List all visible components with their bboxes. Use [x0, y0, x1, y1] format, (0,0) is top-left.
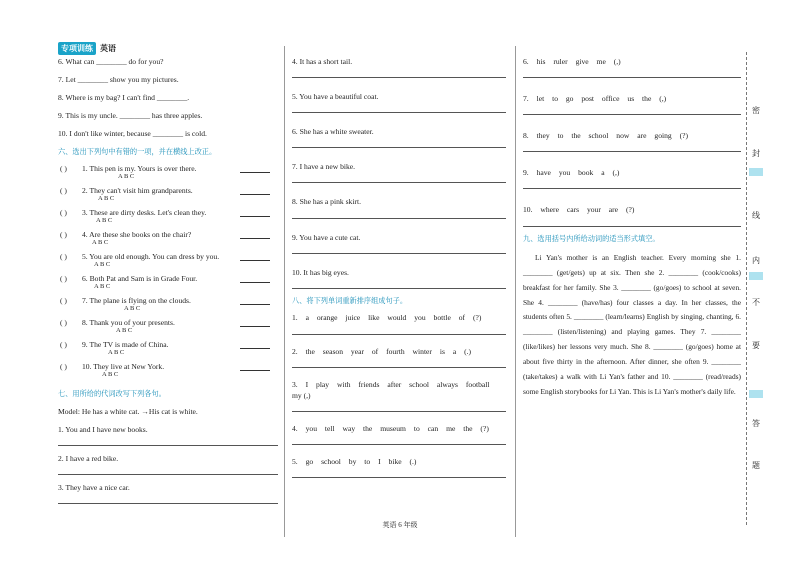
seal-char: 内	[752, 256, 760, 265]
passage: Li Yan's mother is an English teacher. Every morning she 1. ________ (get/gets) up at six. Then she 2. ________ (cook/cooks) breakfast for her family. She 3. ________ (go/goes) to school at seven. She 4. ________ (have/has) four classes a day. In her classes, the students often 5. ________ (learn/learns) English by singing, chanting, 6. ________ (listen/listening) and playing games. They 7. ________ (like/likes) her lessons very much. She 8. ________ (go/goes) home at about five thirty in the afternoon. After dinner, she often 9. ________ (take/takes) a walk with Li Yan's father and 10. ________ (read/reads) some English storybooks for Li Yan. This is Li Yan's mother's daily life.	[523, 253, 741, 396]
rewrite-question: 4. It has a short tail.	[292, 57, 353, 66]
rewrite-question: 2. I have a red bike.	[58, 454, 119, 464]
mc-question: ( ) 10. They live at New York. A B C	[58, 362, 278, 384]
seal-marker	[749, 272, 763, 280]
column-1	[58, 57, 278, 512]
answer-line[interactable]	[240, 348, 270, 349]
answer-line[interactable]	[292, 279, 506, 289]
seal-char: 密	[752, 106, 760, 115]
fill-question: 7. Let ________ show you my pictures.	[58, 75, 179, 85]
rewrite-question: 6. She has a white sweater.	[292, 127, 374, 137]
answer-line[interactable]	[240, 370, 270, 371]
order-question-cont: my (,)	[292, 390, 311, 400]
answer-line[interactable]	[292, 68, 506, 78]
column-divider	[284, 46, 285, 537]
mc-question: ( ) 6. Both Pat and Sam is in Grade Four. A B C	[58, 274, 278, 296]
subject-label: 英语	[100, 43, 116, 53]
answer-line[interactable]	[292, 244, 506, 254]
order-question: 7. let to go post office us the (,)	[523, 94, 667, 104]
answer-line[interactable]	[292, 435, 506, 445]
answer-line[interactable]	[240, 326, 270, 327]
seal-char: 封	[752, 149, 760, 158]
mc-question: ( ) 8. Thank you of your presents. A B C	[58, 318, 278, 340]
column-divider	[515, 46, 516, 537]
answer-line[interactable]	[292, 209, 506, 219]
rewrite-question: 7. I have a new bike.	[292, 162, 356, 172]
seal-char: 题	[752, 461, 760, 470]
answer-line[interactable]	[292, 358, 506, 368]
order-question: 8. they to the school now are going (?)	[523, 131, 689, 141]
answer-line[interactable]	[58, 465, 278, 475]
order-question: 3. I play with friends after school always football	[292, 379, 490, 389]
answer-line[interactable]	[240, 216, 270, 217]
order-question: 9. have you book a (,)	[523, 168, 620, 178]
answer-line[interactable]	[292, 173, 506, 183]
seal-marker	[749, 390, 763, 398]
rewrite-question: 9. You have a cute cat.	[292, 232, 361, 242]
answer-line[interactable]	[292, 468, 506, 478]
column-3	[523, 57, 741, 399]
seal-dashed-line	[746, 52, 747, 525]
answer-line[interactable]	[240, 194, 270, 195]
answer-line[interactable]	[292, 103, 506, 113]
answer-line[interactable]	[292, 402, 506, 412]
answer-line[interactable]	[523, 179, 741, 189]
answer-line[interactable]	[292, 138, 506, 148]
mc-question: ( ) 3. These are dirty desks. Let's clean they. A B C	[58, 208, 278, 230]
answer-line[interactable]	[292, 325, 506, 335]
section-7-title: 七、用所给的代词改写下列各句。	[58, 389, 166, 399]
rewrite-question: 3. They have a nice car.	[58, 483, 130, 493]
fill-question: 9. This is my uncle. ________ has three apples.	[58, 111, 203, 121]
series-logo: 专项训练	[58, 42, 96, 55]
mc-question: ( ) 2. They can't visit him grandparents. A B C	[58, 186, 278, 208]
fill-question: 8. Where is my bag? I can't find ________.	[58, 93, 190, 103]
order-question: 5. go school by to I bike (.)	[292, 456, 417, 466]
answer-line[interactable]	[240, 238, 270, 239]
order-question: 10. where cars your are (?)	[523, 205, 635, 215]
answer-line[interactable]	[58, 494, 278, 504]
section-6-title: 六、选出下列句中有错的一项，并在横线上改正。	[58, 146, 217, 156]
seal-char: 不	[752, 298, 760, 307]
column-2	[292, 57, 506, 486]
answer-line[interactable]	[523, 142, 741, 152]
mc-question: ( ) 1. This pen is my. Yours is over there. A B C	[58, 164, 278, 186]
mc-question: ( ) 4. Are these she books on the chair? A B C	[58, 230, 278, 252]
answer-line[interactable]	[523, 105, 741, 115]
page-header	[58, 41, 116, 55]
seal-char: 线	[752, 211, 760, 220]
answer-line[interactable]	[240, 260, 270, 261]
answer-line[interactable]	[523, 68, 741, 78]
seal-char: 要	[752, 341, 760, 350]
order-question: 2. the season year of fourth winter is a (.)	[292, 346, 472, 356]
page-footer: 英语 6 年级	[382, 521, 418, 529]
seal-char: 答	[752, 419, 760, 428]
section-9-title: 九、选用括号内所给动词的适当形式填空。	[523, 233, 660, 243]
order-question: 1. a orange juice like would you bottle of (?)	[292, 313, 482, 323]
fill-question: 6. What can ________ do for you?	[58, 57, 164, 66]
mc-question: ( ) 5. You are old enough. You can dress by you. A B C	[58, 252, 278, 274]
answer-line[interactable]	[523, 217, 741, 227]
mc-question: ( ) 9. The TV is made of China. A B C	[58, 340, 278, 362]
section-8-title: 八、将下列单词重新排序组成句子。	[292, 295, 408, 305]
answer-line[interactable]	[58, 436, 278, 446]
rewrite-question: 1. You and I have new books.	[58, 424, 148, 434]
order-question: 4. you tell way the museum to can me the (?)	[292, 423, 489, 433]
fill-question: 10. I don't like winter, because ________ is cold.	[58, 129, 207, 139]
answer-line[interactable]	[240, 304, 270, 305]
rewrite-question: 5. You have a beautiful coat.	[292, 92, 379, 102]
rewrite-question: 8. She has a pink skirt.	[292, 197, 361, 207]
rewrite-question: 10. It has big eyes.	[292, 267, 349, 277]
answer-line[interactable]	[240, 282, 270, 283]
order-question: 6. his ruler give me (,)	[523, 57, 621, 66]
seal-marker	[749, 168, 763, 176]
answer-line[interactable]	[240, 172, 270, 173]
model-sentence: Model: He has a white cat. →His cat is white.	[58, 406, 198, 416]
mc-question: ( ) 7. The plane is flying on the clouds. A B C	[58, 296, 278, 318]
